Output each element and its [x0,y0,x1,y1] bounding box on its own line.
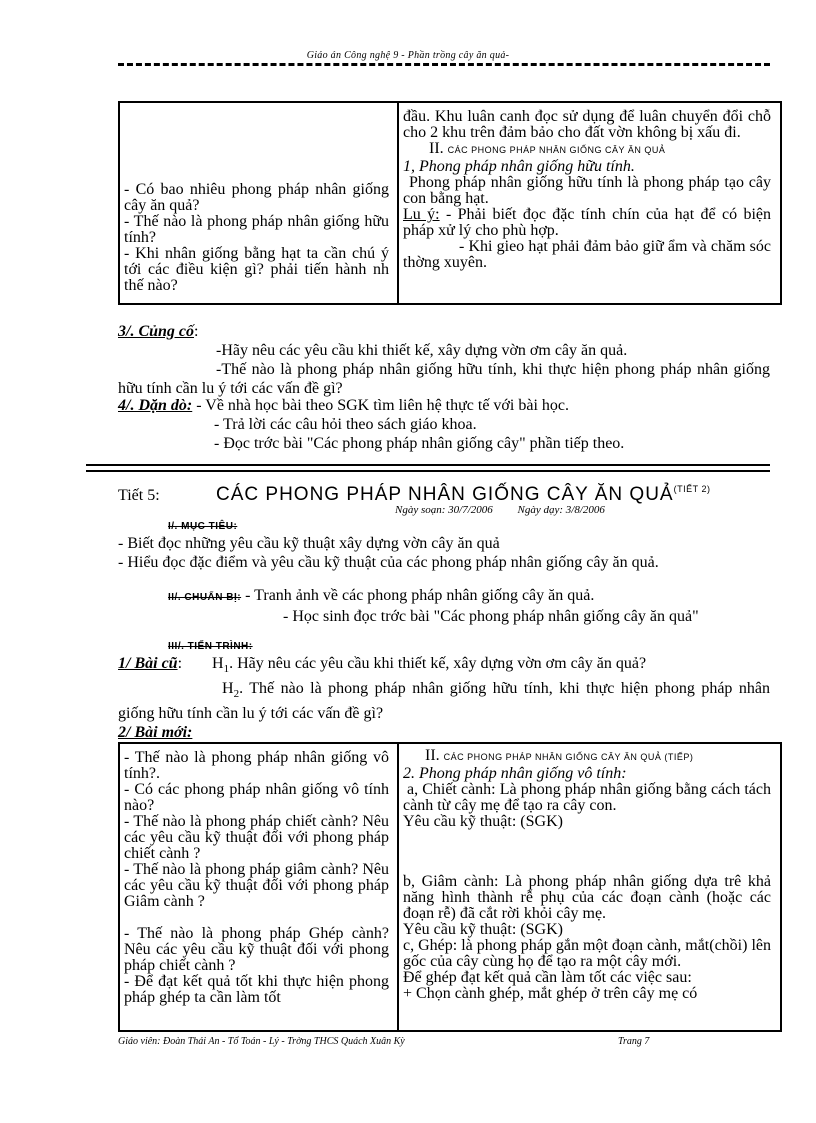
procedure-section [118,640,770,742]
continued-text: đầu. Khu luân canh đọc sử dụng để luân chuyển đổi chỗ cho 2 khu trên đảm bảo cho đất vờn không bị xấu đi. [403,108,771,141]
question: - Thế nào là phong pháp giâm cành? Nêu các yêu cầu kỹ thuật đối với phong pháp Giâm cành ? [124,861,389,910]
footer-page: Trang 7 [618,1036,650,1047]
homework-section [118,396,770,453]
section-divider [86,464,770,472]
homework-label: 4/. Dặn dò: [118,397,193,414]
question: - Thế nào là phong pháp nhân giống hữu tính? [124,213,389,246]
question-h2: H [222,680,234,698]
homework-line: - Về nhà học bài theo SGK tìm liên hệ thực tế với bài học. [192,397,569,414]
section-title: CÁC PHONG PHÁP NHÂN GIỐNG CÂY ĂN QUẢ [447,145,666,155]
preparation-label: II/. CHUẨN BỊ: [168,592,242,603]
note-text: - Khi gieo hạt phải đảm bảo giữ ẩm và chăm sóc thờng xuyên. [403,238,771,271]
footer-teacher: Giáo viên: Đoàn Thái An - Tổ Toán - Lý - Trờng THCS Quách Xuân Kỳ [118,1036,405,1047]
question-h2-text: . Thế nào là phong pháp nhân giống hữu tính, khi thực hiện phong pháp nhân giống hữu tính cần lu ý tới các vấn đề gì? [118,680,770,723]
lesson-title-part: (TIẾT 2) [673,484,711,494]
page-header: Giáo án Công nghệ 9 - Phần trồng cây ăn quả- [306,50,510,61]
question-h1-text: . Hãy nêu các yêu cầu khi thiết kế, xây dựng vờn ơm cây ăn quả? [229,655,647,672]
question: - Để đạt kết quả tốt khi thực hiện phong pháp ghép ta cần làm tốt [124,973,389,1006]
lesson-title: CÁC PHONG PHÁP NHÂN GIỐNG CÂY ĂN QUẢ [216,484,674,505]
method-note: Để ghép đạt kết quả cần làm tốt các việc sau: [403,969,692,986]
review-line: -Thế nào là phong pháp nhân giống hữu tính, khi thực hiện phong pháp nhân giống hữu tính cần lu ý tới các vấn đề gì? [118,361,770,397]
table-2-divider [397,744,399,1030]
question: - Có bao nhiêu phong pháp nhân giống cây ăn quả? [124,181,389,214]
method-requirement: Yêu cầu kỹ thuật: (SGK) [403,921,563,938]
homework-line: - Đọc trớc bài "Các phong pháp nhân giống cây" phần tiếp theo. [214,435,625,452]
sub-heading: 2. Phong pháp nhân giống vô tính: [403,765,627,782]
section-heading [403,141,771,159]
objectives-section [118,520,778,572]
question: - Thế nào là phong pháp Ghép cành? Nêu các yêu cầu kỹ thuật đối với phong pháp chiết cành ? [124,925,389,974]
preparation-item: - Học sinh đọc trớc bài "Các phong pháp nhân giống cây ăn quả" [283,608,699,625]
old-lesson-label: 1/ Bài cũ [118,655,178,672]
lesson-dates: Ngày soạn: 30/7/2006 Ngày dạy: 3/8/2006 [395,504,605,516]
section-heading [403,748,771,766]
section-number: II. [425,748,440,764]
question: - Thế nào là phong pháp chiết cành? Nêu các yêu cầu kỹ thuật đối với phong pháp chiết cành ? [124,813,389,862]
footer-divider [118,1030,778,1031]
question: - Thế nào là phong pháp nhân giống vô tính?. [124,749,389,782]
table-1-divider [397,103,399,303]
old-lesson-colon: : [177,655,183,672]
table-2-right-cell [403,748,771,1002]
note [403,207,771,239]
review-colon: : [194,323,199,340]
question: - Có các phong pháp nhân giống vô tính nào? [124,781,389,814]
lesson-table-1 [118,101,782,305]
review-section [118,322,770,398]
table-2-left-cell [124,750,389,1006]
objective: - Hiểu đọc đặc điểm và yêu cầu kỹ thuật của các phong pháp nhân giống cây ăn quả. [118,554,659,571]
note-label: Lu ý: [403,206,440,223]
preparation-item: - Tranh ảnh về các phong pháp nhân giống cây ăn quả. [241,587,595,604]
question: - Khi nhân giống bằng hạt ta cần chú ý tới các điều kiện gì? phải tiến hành nh thế nào? [124,245,389,294]
question-h1-index: 1 [223,663,230,676]
note-text: - Phải biết đọc đặc tính chín của hạt để có biện pháp xử lý cho phù hợp. [403,206,772,239]
method-definition: a, Chiết cành: Là phong pháp nhân giống bằng cách tách cành từ cây mẹ để tạo ra cây con. [403,781,771,814]
method-item: + Chọn cành ghép, mắt ghép ở trên cây mẹ có [403,985,698,1002]
table-1-left-cell [124,182,389,294]
method-definition: b, Giâm cành: Là phong pháp nhân giống dựa trê khả năng hình thành rễ phụ của các đoạn cành (hoặc các đoạn rễ) đã cắt rời khỏi cây mẹ. [403,873,771,922]
section-number: II. [429,141,444,157]
method-requirement: Yêu cầu kỹ thuật: (SGK) [403,813,563,830]
objective: - Biết đọc những yêu cầu kỹ thuật xây dựng vờn cây ăn quả [118,535,500,552]
objectives-label: I/. MỤC TIÊU: [168,521,238,532]
question-h2-index: 2 [233,688,240,701]
definition: Phong pháp nhân giống hữu tính là phong pháp tạo cây con bằng hạt. [403,174,771,207]
table-1-right-cell [403,109,771,271]
sub-heading: 1, Phong pháp nhân giống hữu tính. [403,158,635,175]
lesson-title-wrap [216,484,710,506]
header-divider [118,63,770,66]
lesson-number: Tiết 5: [118,487,160,504]
lesson-table-2 [118,742,782,1032]
review-line: -Hãy nêu các yêu cầu khi thiết kế, xây dựng vờn ơm cây ăn quả. [216,342,628,359]
preparation-section [118,586,770,626]
new-lesson-label: 2/ Bài mới: [118,724,193,742]
question-h1: H [212,655,224,672]
section-title: CÁC PHONG PHÁP NHÂN GIỐNG CÂY ĂN QUẢ (TIẾP) [443,752,694,762]
method-definition: c, Ghép: là phong pháp gắn một đoạn cành, mắt(chồi) lên gốc của cây cùng họ để tạo ra một cây mới. [403,937,771,970]
review-label: 3/. Củng cố [118,323,195,340]
homework-line: - Trả lời các câu hỏi theo sách giáo khoa. [214,416,477,433]
procedure-label: III/. TIẾN TRÌNH: [168,641,253,652]
